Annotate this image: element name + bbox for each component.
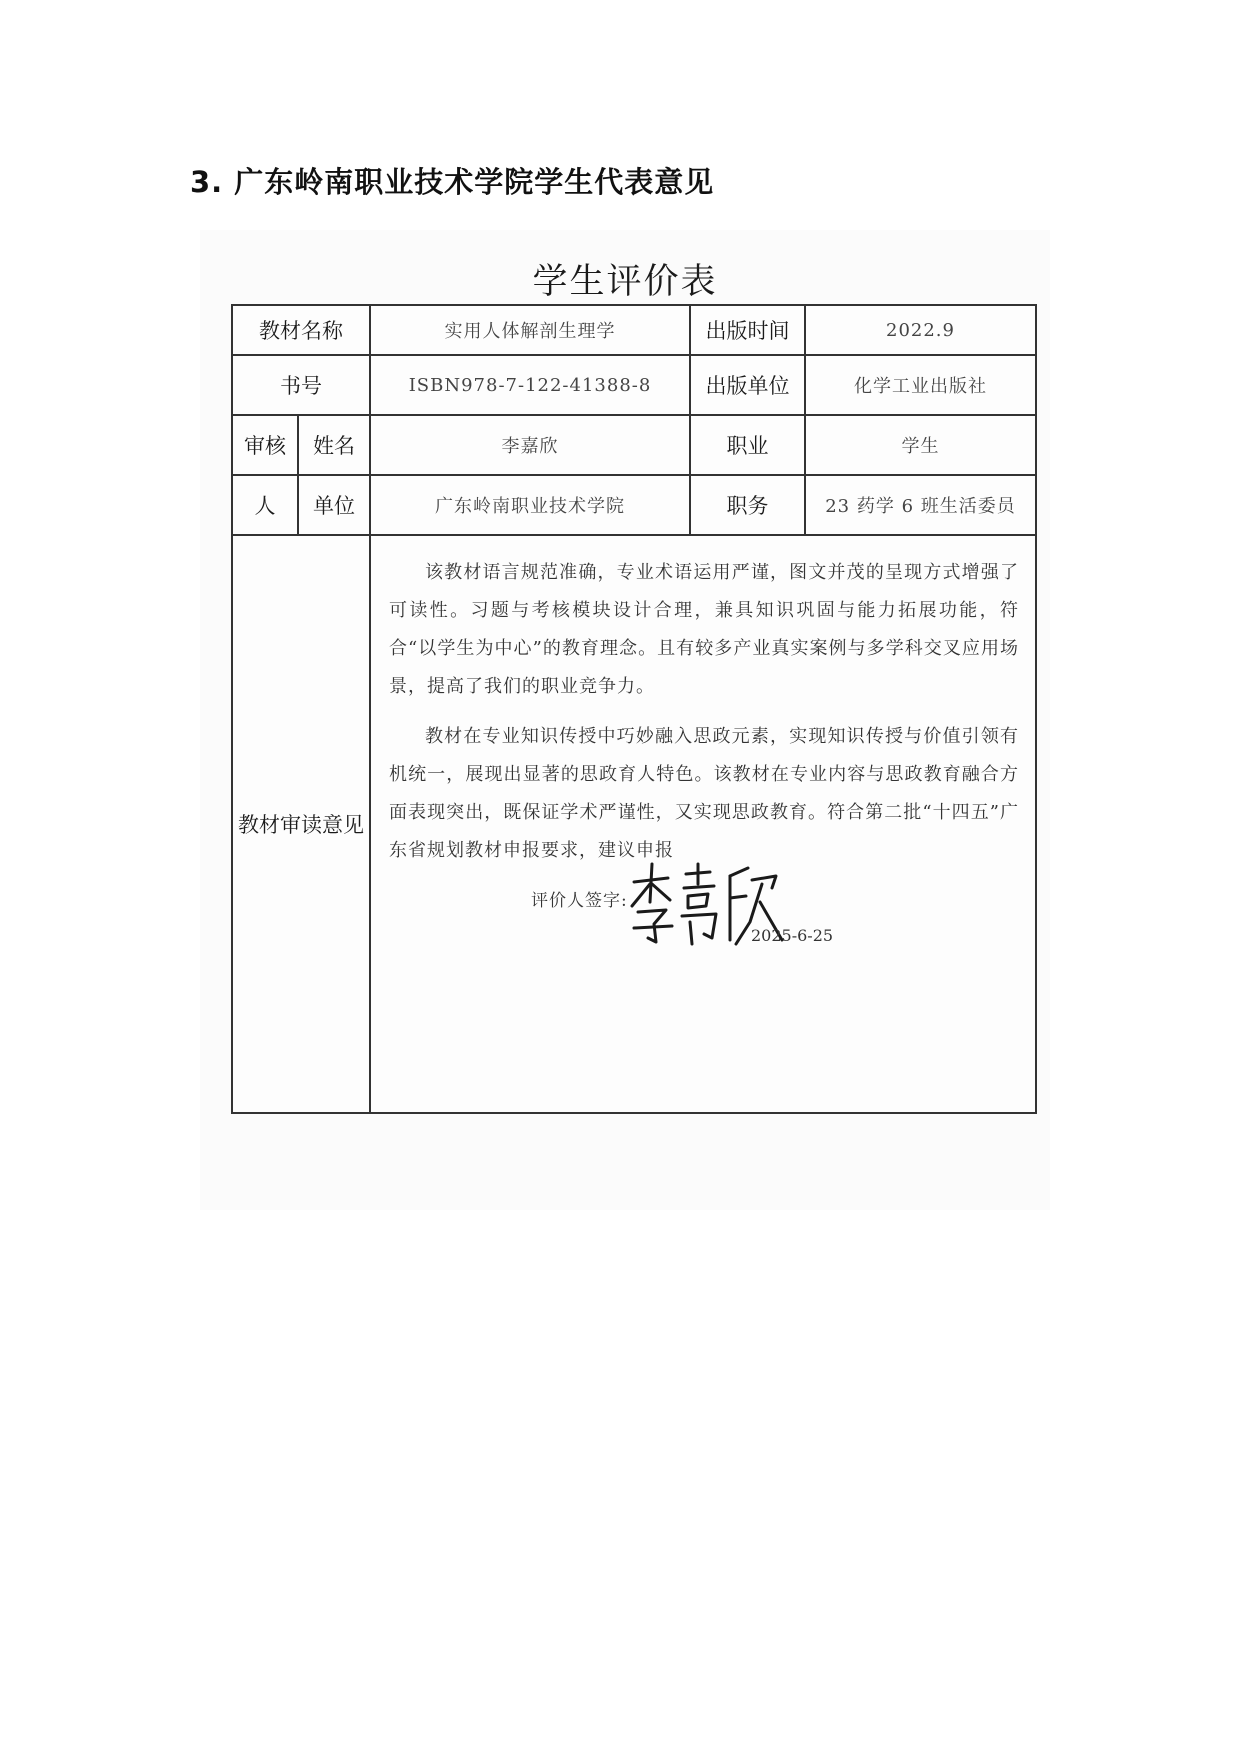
opinion-paragraph-2: 教材在专业知识传授中巧妙融入思政元素，实现知识传授与价值引领有机统一，展现出显著的思政育人特色。该教材在专业内容与思政教育融合方面表现突出，既保证学术严谨性，又实现思政教育。符合第二批“十四五”广东省规划教材申报要求，建议申报 (389, 726, 1019, 861)
isbn-label: 书号 (232, 355, 370, 415)
signature-label: 评价人签字: (531, 891, 628, 911)
opinion-cell (370, 535, 1036, 1113)
textbook-name-value: 实用人体解剖生理学 (370, 305, 690, 355)
reviewer-label-bottom: 人 (232, 475, 298, 535)
table-row (232, 355, 1036, 415)
occupation-label: 职业 (690, 415, 805, 475)
publisher-label: 出版单位 (690, 355, 805, 415)
pub-time-value: 2022.9 (805, 305, 1036, 355)
publisher-value: 化学工业出版社 (805, 355, 1036, 415)
unit-label: 单位 (298, 475, 370, 535)
isbn-value: ISBN978-7-122-41388-8 (370, 355, 690, 415)
table-row (232, 475, 1036, 535)
form-title: 学生评价表 (532, 262, 718, 302)
evaluation-table (231, 304, 1037, 1114)
table-row (232, 535, 1036, 1113)
opinion-label: 教材审读意见 (232, 535, 370, 1113)
pub-time-label: 出版时间 (690, 305, 805, 355)
opinion-paragraph-1: 该教材语言规范准确，专业术语运用严谨，图文并茂的呈现方式增强了可读性。习题与考核模块设计合理，兼具知识巩固与能力拓展功能，符合“以学生为中心”的教育理念。且有较多产业真实案例与多学科交叉应用场景，提高了我们的职业竞争力。 (389, 562, 1019, 697)
signature-date: 2025-6-25 (751, 926, 834, 945)
occupation-value: 学生 (805, 415, 1036, 475)
reviewer-label-top: 审核 (232, 415, 298, 475)
position-value: 23 药学 6 班生活委员 (805, 475, 1036, 535)
position-label: 职务 (690, 475, 805, 535)
name-label: 姓名 (298, 415, 370, 475)
textbook-name-label: 教材名称 (232, 305, 370, 355)
section-heading: 3. 广东岭南职业技术学院学生代表意见 (190, 165, 715, 199)
unit-value: 广东岭南职业技术学院 (370, 475, 690, 535)
table-row (232, 415, 1036, 475)
name-value: 李嘉欣 (370, 415, 690, 475)
scanned-evaluation-form (200, 230, 1050, 1210)
table-row (232, 305, 1036, 355)
